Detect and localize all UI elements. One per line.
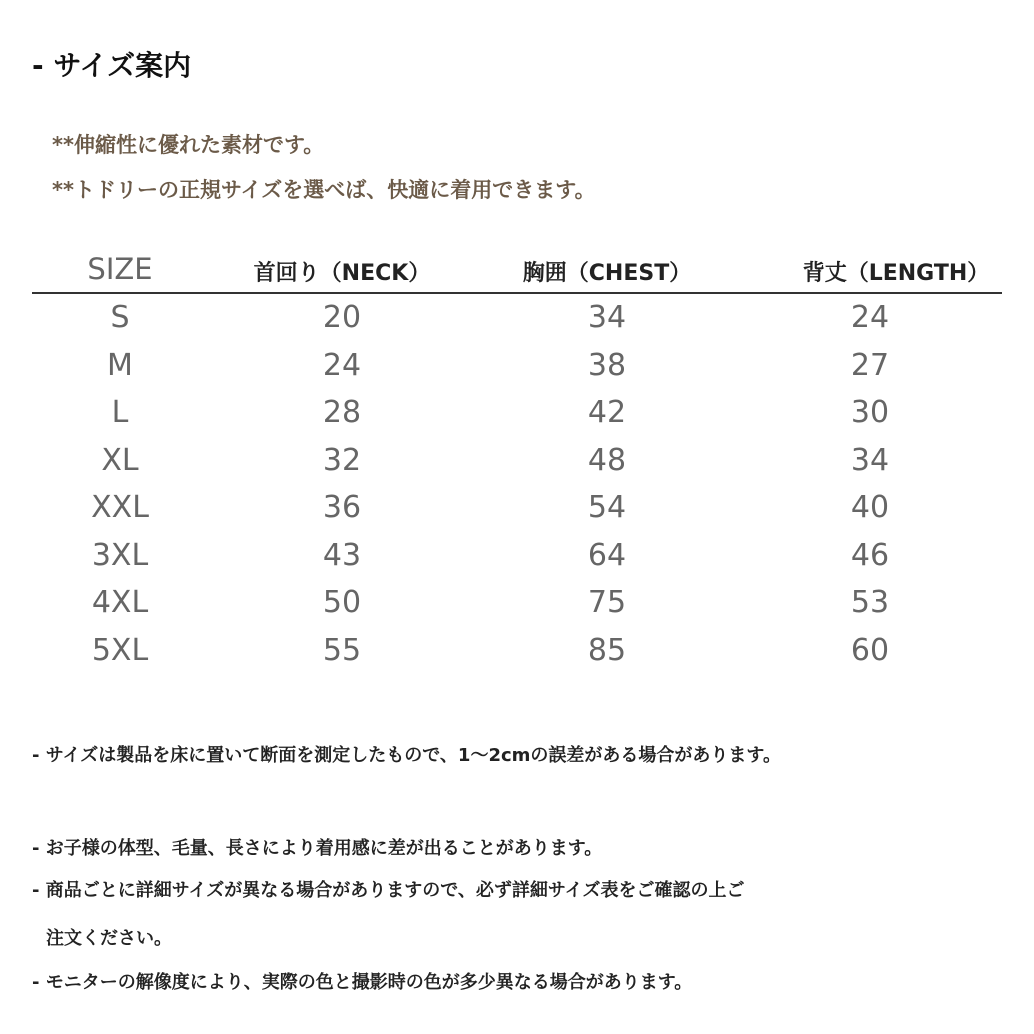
table-row <box>32 342 1002 390</box>
table-row <box>32 294 1002 342</box>
length-cell: 24 <box>850 300 890 335</box>
chest-cell: 38 <box>587 347 627 383</box>
table-row <box>32 532 1002 580</box>
header-neck: 首回り（NECK） <box>253 261 431 286</box>
header-length: 背丈（LENGTH） <box>802 261 990 286</box>
length-cell: 53 <box>850 585 890 620</box>
length-cell: 40 <box>850 490 890 525</box>
length-cell: 46 <box>850 537 890 573</box>
size-advice-note: **トドリーの正規サイズを選べば、快適に着用できます。 <box>52 178 596 202</box>
table-row <box>32 579 1002 627</box>
size-detail-note-cont: 注文ください。 <box>46 928 172 949</box>
neck-cell: 32 <box>322 442 362 478</box>
size-cell: XXL <box>91 490 149 525</box>
size-cell: XL <box>101 442 139 478</box>
header-chest: 胸囲（CHEST） <box>522 261 692 286</box>
size-cell: S <box>110 300 130 335</box>
stretch-note: **伸縮性に優れた素材です。 <box>52 133 325 157</box>
fit-note: - お子様の体型、毛量、長さにより着用感に差が出ることがあります。 <box>32 838 603 859</box>
table-row <box>32 627 1002 675</box>
chest-cell: 42 <box>587 395 627 430</box>
size-table <box>32 248 1002 674</box>
neck-cell: 50 <box>322 585 362 620</box>
measurement-note: - サイズは製品を床に置いて断面を測定したもので、1～2cmの誤差がある場合があります。 <box>32 745 781 766</box>
neck-cell: 43 <box>322 537 362 573</box>
neck-cell: 20 <box>322 300 362 335</box>
chest-cell: 85 <box>587 632 627 668</box>
table-row <box>32 484 1002 532</box>
length-cell: 60 <box>850 632 890 668</box>
size-detail-note: - 商品ごとに詳細サイズが異なる場合がありますので、必ず詳細サイズ表をご確認の上ご <box>32 880 745 901</box>
table-row <box>32 437 1002 485</box>
monitor-color-note: - モニターの解像度により、実際の色と撮影時の色が多少異なる場合があります。 <box>32 972 693 993</box>
size-cell: L <box>111 395 129 430</box>
size-cell: 5XL <box>91 632 149 668</box>
chest-cell: 48 <box>587 442 627 478</box>
size-cell: M <box>107 347 133 383</box>
neck-cell: 36 <box>322 490 362 525</box>
chest-cell: 64 <box>587 537 627 573</box>
header-size: SIZE <box>87 252 153 286</box>
length-cell: 27 <box>850 347 890 383</box>
table-header-row <box>32 248 1002 294</box>
neck-cell: 55 <box>322 632 362 668</box>
neck-cell: 24 <box>322 347 362 383</box>
size-cell: 4XL <box>91 585 149 620</box>
size-cell: 3XL <box>91 537 149 573</box>
page-title: - サイズ案内 <box>32 49 192 82</box>
length-cell: 30 <box>850 395 890 430</box>
chest-cell: 75 <box>587 585 627 620</box>
table-row <box>32 389 1002 437</box>
chest-cell: 54 <box>587 490 627 525</box>
neck-cell: 28 <box>322 395 362 430</box>
chest-cell: 34 <box>587 300 627 335</box>
length-cell: 34 <box>850 442 890 478</box>
